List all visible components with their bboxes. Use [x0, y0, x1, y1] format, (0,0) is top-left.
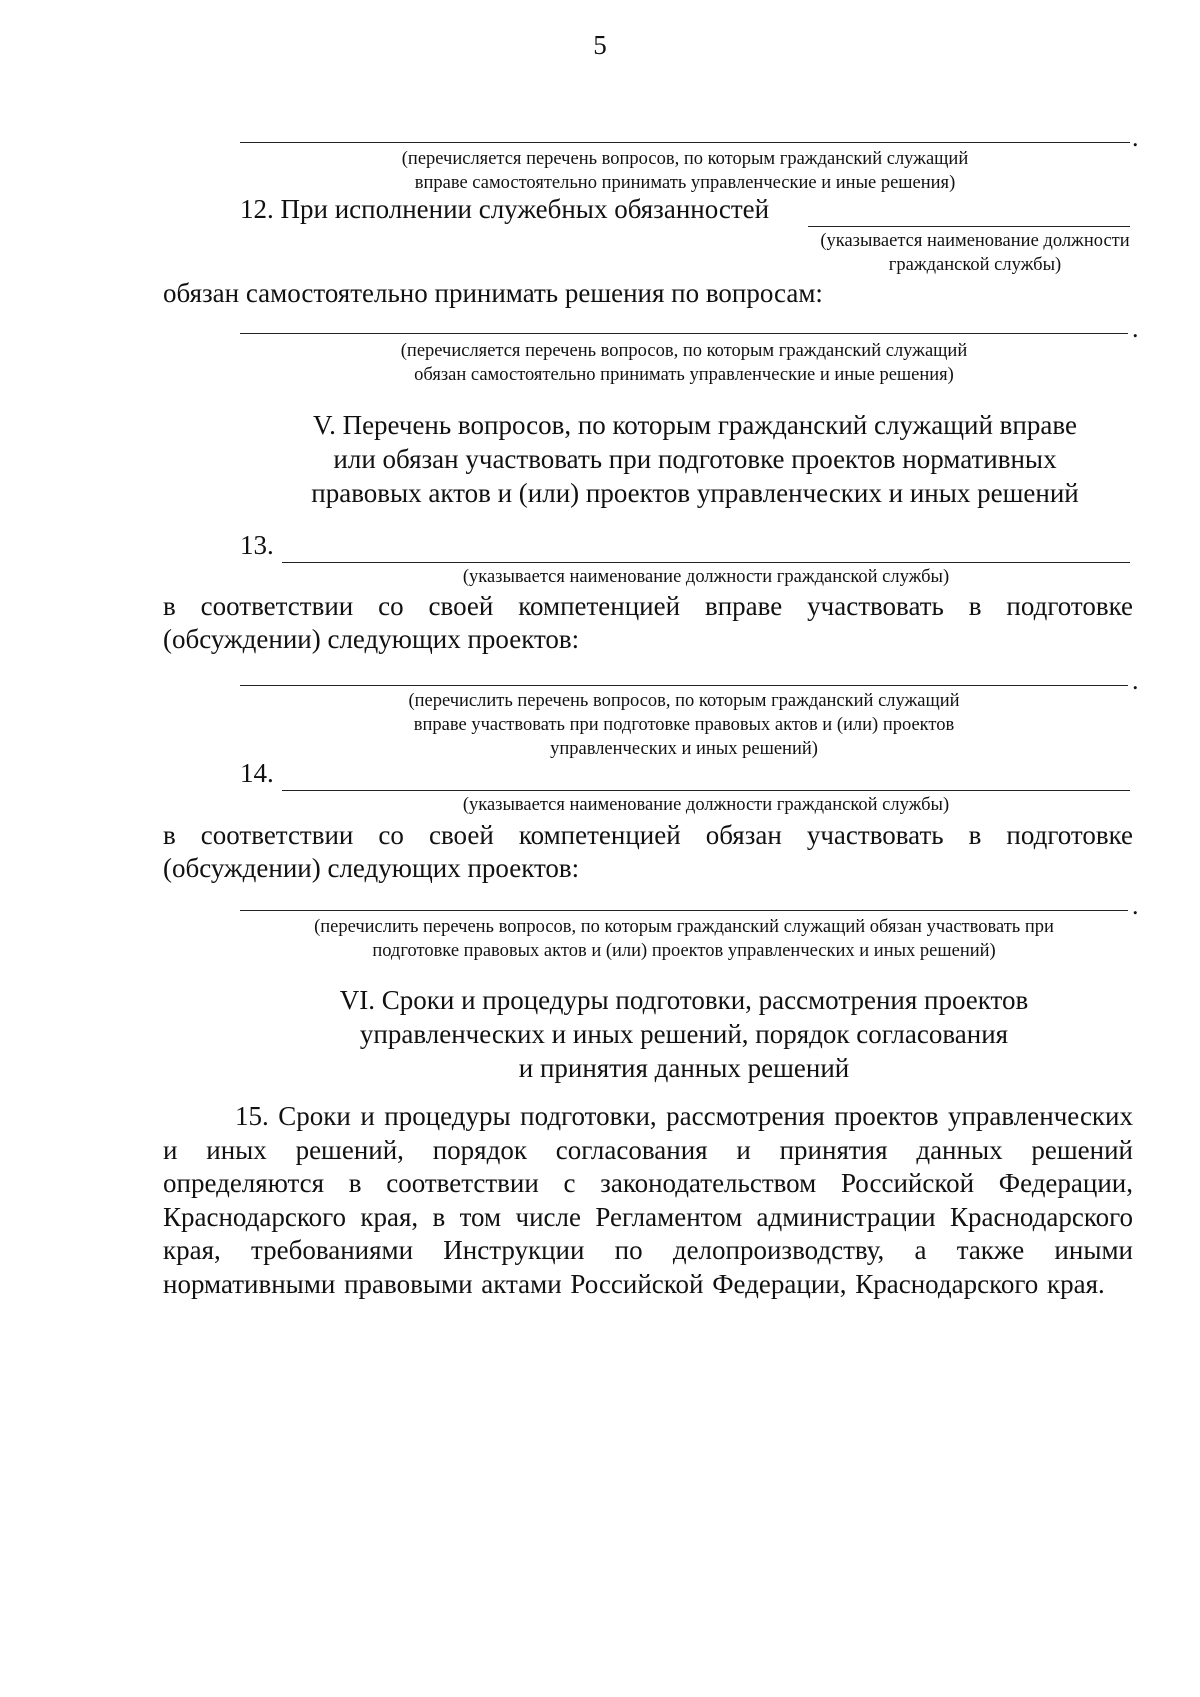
section-5-heading	[235, 408, 1155, 510]
note-obliged-projects-1: (перечислить перечень вопросов, по которым гражданский служащий обязан участвовать при	[314, 917, 1054, 937]
line-period: .	[1132, 666, 1139, 695]
page-number: 5	[593, 30, 607, 60]
note-rights-decisions-1: (перечисляется перечень вопросов, по которым гражданский служащий	[401, 149, 969, 169]
section-6-heading	[200, 983, 1168, 1085]
note-obliged-projects-2: подготовке правовых актов и (или) проектов управленческих и иных решений)	[372, 941, 996, 961]
item-14-number: 14.	[240, 758, 274, 788]
blank-line-position-c	[282, 790, 1130, 791]
blank-line-position-a	[808, 226, 1130, 227]
note-obliged-decisions-1: (перечисляется перечень вопросов, по которым гражданский служащий	[400, 341, 968, 361]
blank-line-entitled-projects	[240, 685, 1128, 686]
note-position-a-2: гражданской службы)	[888, 255, 1062, 275]
line-period: .	[1132, 123, 1139, 152]
item-14-line-2: (обсуждении) следующих проектов:	[163, 853, 580, 883]
note-rights-decisions-2: вправе самостоятельно принимать управленческие и иные решения)	[414, 173, 956, 193]
note-entitled-projects-1: (перечислить перечень вопросов, по которым гражданский служащий	[408, 691, 960, 711]
note-entitled-projects-2: вправе участвовать при подготовке правовых актов и (или) проектов	[413, 715, 955, 735]
note-position-a-1: (указывается наименование должности	[820, 231, 1130, 251]
line-period: .	[1132, 891, 1139, 920]
item-14-line-1: в соответствии со своей компетенцией обязан участвовать в подготовке	[163, 820, 1133, 850]
blank-line-obliged-decisions	[240, 333, 1128, 334]
item-12-continuation: обязан самостоятельно принимать решения по вопросам:	[163, 278, 823, 308]
note-entitled-projects-3: управленческих и иных решений)	[550, 739, 818, 759]
line-period: .	[1132, 314, 1139, 343]
note-position-b: (указывается наименование должности гражданской службы)	[462, 567, 950, 587]
section-6-heading-line-1: VI. Сроки и процедуры подготовки, рассмотрения проектов	[339, 985, 1029, 1015]
note-obliged-decisions-2: обязан самостоятельно принимать управленческие и иные решения)	[414, 365, 954, 385]
item-13-line-2: (обсуждении) следующих проектов:	[163, 624, 580, 654]
item-13-number: 13.	[240, 530, 274, 560]
item-12-text: 12. При исполнении служебных обязанностей	[240, 194, 770, 224]
section-5-heading-line-3: правовых актов и (или) проектов управленческих и иных решений	[311, 478, 1079, 508]
blank-line-position-b	[282, 562, 1130, 563]
section-6-heading-line-3: и принятия данных решений	[518, 1053, 850, 1083]
item-13-line-1: в соответствии со своей компетенцией вправе участвовать в подготовке	[163, 591, 1133, 621]
item-15-paragraph: 15. Сроки и процедуры подготовки, рассмотрения проектов управленческих и иных решений, порядок согласования и принятия данных решений определяются в соответствии с законодательством Российской Федерации, Краснодарского края, в том числе Регламентом администрации Краснодарского края, требованиями Инструкции по делопроизводству, а также иными нормативными правовыми актами Российской Федерации, Краснодарского края.	[163, 1101, 1133, 1299]
section-5-heading-line-2: или обязан участвовать при подготовке проектов нормативных	[333, 444, 1057, 474]
blank-line-obliged-projects	[240, 910, 1128, 911]
blank-line-rights-decisions	[240, 142, 1130, 143]
note-position-c: (указывается наименование должности гражданской службы)	[462, 795, 950, 815]
section-5-heading-line-1: V. Перечень вопросов, по которым гражданский служащий вправе	[313, 410, 1077, 440]
section-6-heading-line-2: управленческих и иных решений, порядок согласования	[359, 1019, 1009, 1049]
